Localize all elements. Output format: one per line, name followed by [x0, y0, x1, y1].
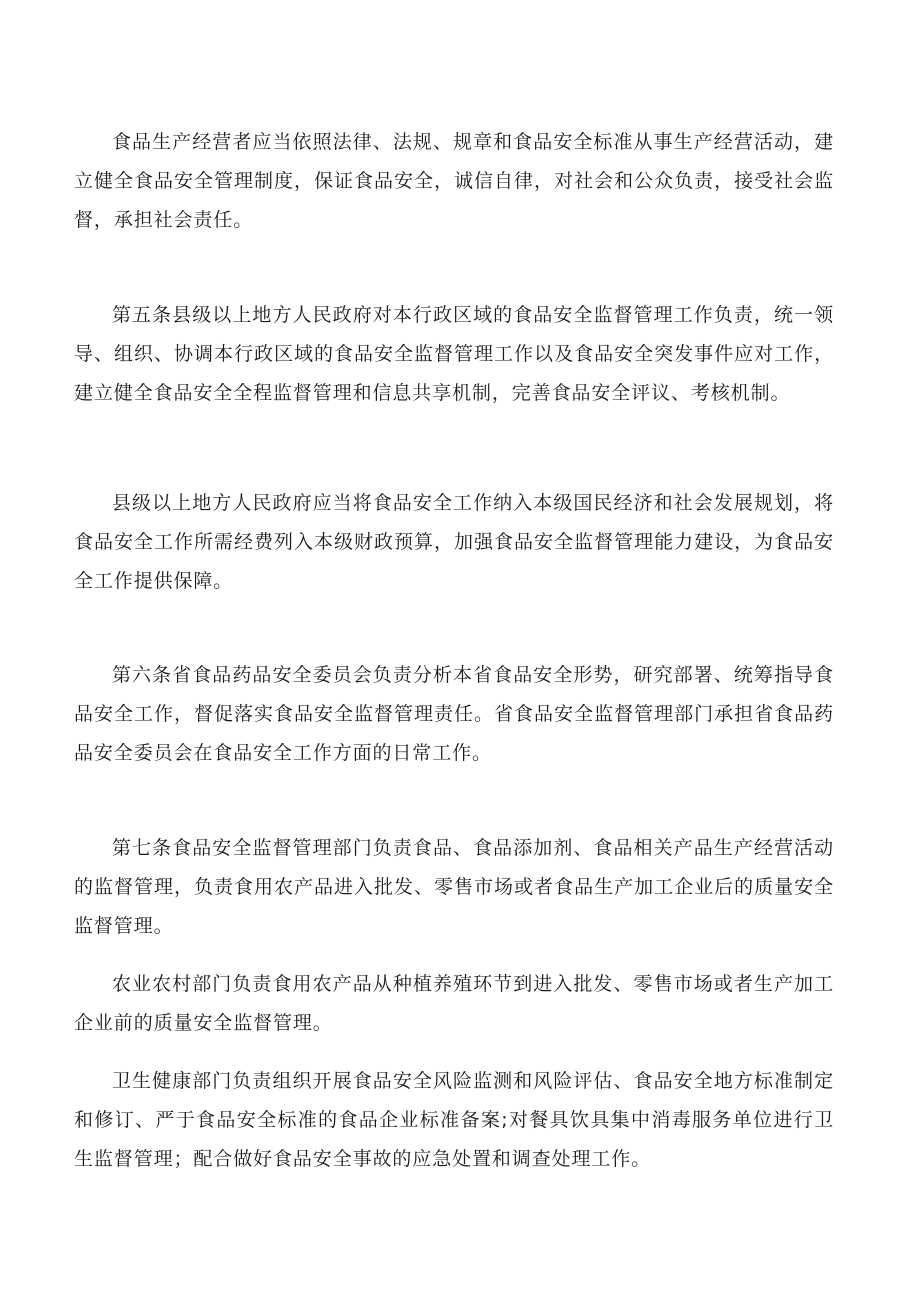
- paragraph-health-department: 卫生健康部门负责组织开展食品安全风险监测和风险评估、食品安全地方标准制定和修订、严于食品安全标准的食品企业标准备案;对餐具饮具集中消毒服务单位进行卫生监督管理；配合做好食品安全事故的应急处置和调查处理工作。: [74, 1070, 834, 1170]
- paragraph-county-government: 县级以上地方人民政府应当将食品安全工作纳入本级国民经济和社会发展规划，将食品安全工作所需经费列入本级财政预算，加强食品安全监督管理能力建设，为食品安全工作提供保障。: [74, 492, 834, 592]
- paragraph-article-7: 第七条食品安全监督管理部门负责食品、食品添加剂、食品相关产品生产经营活动的监督管理，负责食用农产品进入批发、零售市场或者食品生产加工企业后的质量安全监督管理。: [74, 837, 834, 937]
- paragraph-agriculture-department: 农业农村部门负责食用农产品从种植养殖环节到进入批发、零售市场或者生产加工企业前的质量安全监督管理。: [74, 973, 834, 1034]
- paragraph-producer-duties: 食品生产经营者应当依照法律、法规、规章和食品安全标准从事生产经营活动，建立健全食品安全管理制度，保证食品安全，诚信自律，对社会和公众负责，接受社会监督，承担社会责任。: [74, 131, 834, 231]
- paragraph-article-6: 第六条省食品药品安全委员会负责分析本省食品安全形势，研究部署、统筹指导食品安全工作，督促落实食品安全监督管理责任。省食品安全监督管理部门承担省食品药品安全委员会在食品安全工作方面的日常工作。: [74, 664, 834, 764]
- paragraph-article-5: 第五条县级以上地方人民政府对本行政区域的食品安全监督管理工作负责，统一领导、组织、协调本行政区域的食品安全监督管理工作以及食品安全突发事件应对工作，建立健全食品安全全程监督管理和信息共享机制，完善食品安全评议、考核机制。: [74, 304, 834, 404]
